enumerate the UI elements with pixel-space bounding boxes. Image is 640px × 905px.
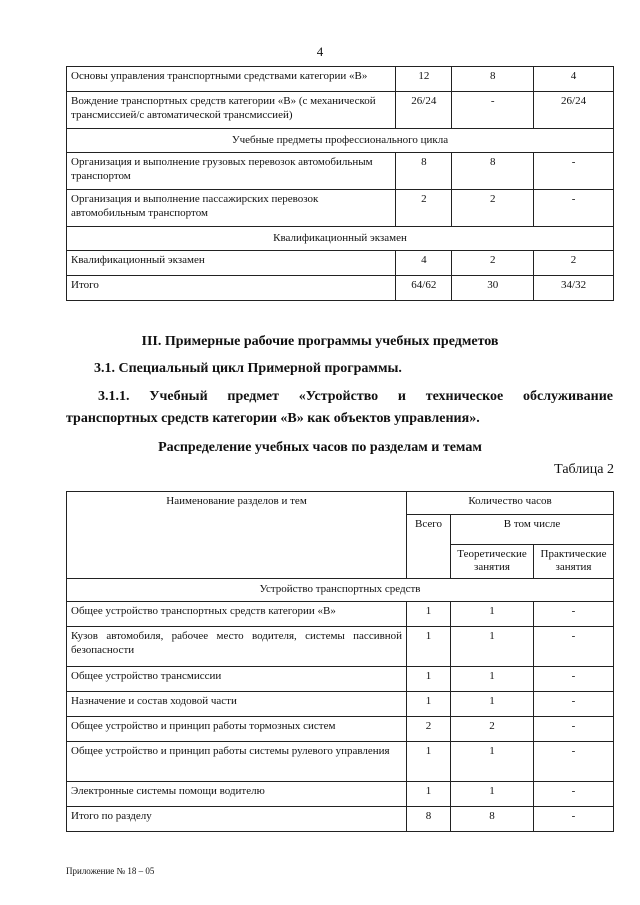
table-row [67,692,614,717]
row-name: Организация и выполнение пассажирских перевозок автомобильным транспортом [67,190,396,227]
table-row [67,627,614,667]
cell-practice: - [534,190,614,227]
cell-theory: 30 [452,276,534,301]
subject-heading-line1: 3.1.1. Учебный предмет «Устройство и техническое обслуживание [98,389,613,404]
table-label: Таблица 2 [554,462,614,477]
hours-distribution-table [66,491,614,832]
cell-theory: 1 [451,602,534,627]
cell-practice: - [534,153,614,190]
cell-total: 1 [407,782,451,807]
header-practice: Практические занятия [534,544,614,579]
distribution-heading: Распределение учебных часов по разделам и темам [158,440,482,455]
subject-heading-line2: транспортных средств категории «В» как объектов управления». [66,411,480,426]
row-name: Общее устройство и принцип работы тормозных систем [67,717,407,742]
footer-note: Приложение № 18 – 05 [66,866,155,876]
cell-practice: - [534,627,614,667]
cell-practice: - [534,692,614,717]
table-row [67,602,614,627]
table-row [67,67,614,92]
section-title: Устройство транспортных средств [67,579,614,602]
cell-total: 2 [396,190,452,227]
cell-practice: - [534,717,614,742]
table-row [67,667,614,692]
section-heading: III. Примерные рабочие программы учебных предметов [141,334,499,349]
table-row [67,742,614,782]
cell-theory: 1 [451,692,534,717]
row-name: Основы управления транспортными средствами категории «В» [67,67,396,92]
row-name: Итого [67,276,396,301]
cell-total: 1 [407,692,451,717]
cell-total: 4 [396,251,452,276]
cell-theory: 8 [451,807,534,832]
cell-total: 64/62 [396,276,452,301]
cell-practice: - [534,742,614,782]
cell-total: 12 [396,67,452,92]
cell-total: 8 [396,153,452,190]
cell-theory: 8 [452,67,534,92]
header-total: Всего [407,515,451,579]
cell-theory: - [452,92,534,129]
row-name: Итого по разделу [67,807,407,832]
cell-total: 8 [407,807,451,832]
table-row [67,717,614,742]
cell-total: 1 [407,667,451,692]
cell-theory: 8 [452,153,534,190]
cell-total: 1 [407,602,451,627]
row-name: Назначение и состав ходовой части [67,692,407,717]
subject-heading [66,386,613,430]
cell-theory: 1 [451,667,534,692]
section-title: Учебные предметы профессионального цикла [67,129,614,153]
header-including: В том числе [451,515,614,545]
hours-table-continued [66,66,614,301]
cell-theory: 1 [451,742,534,782]
header-topics: Наименование разделов и тем [67,492,407,579]
table-row [67,190,614,227]
cell-practice: - [534,602,614,627]
cell-practice: - [534,782,614,807]
header-hours: Количество часов [407,492,614,515]
row-name: Общее устройство трансмиссии [67,667,407,692]
cell-practice: - [534,667,614,692]
cycle-heading: 3.1. Специальный цикл Примерной программы. [94,361,402,376]
table-row [67,251,614,276]
cell-practice: 2 [534,251,614,276]
cell-theory: 1 [451,782,534,807]
row-name: Общее устройство транспортных средств категории «В» [67,602,407,627]
table-row [67,153,614,190]
cell-theory: 1 [451,627,534,667]
cell-practice: 26/24 [534,92,614,129]
cell-practice: 4 [534,67,614,92]
row-name: Вождение транспортных средств категории «В» (с механической трансмиссией/с автоматической трансмиссией) [67,92,396,129]
table-row [67,276,614,301]
section-title: Квалификационный экзамен [67,227,614,251]
table-row [67,92,614,129]
cell-total: 1 [407,627,451,667]
row-name: Общее устройство и принцип работы системы рулевого управления [67,742,407,782]
cell-total: 2 [407,717,451,742]
section-row [67,129,614,153]
row-name: Кузов автомобиля, рабочее место водителя, системы пассивной безопасности [67,627,407,667]
header-theory: Теоретические занятия [451,544,534,579]
cell-practice: 34/32 [534,276,614,301]
table-row [67,782,614,807]
cell-total: 26/24 [396,92,452,129]
table-row [67,807,614,832]
row-name: Квалификационный экзамен [67,251,396,276]
row-name: Электронные системы помощи водителю [67,782,407,807]
row-name: Организация и выполнение грузовых перевозок автомобильным транспортом [67,153,396,190]
cell-practice: - [534,807,614,832]
cell-theory: 2 [452,190,534,227]
section-row [67,227,614,251]
page-number: 4 [316,44,324,59]
cell-theory: 2 [451,717,534,742]
cell-theory: 2 [452,251,534,276]
cell-total: 1 [407,742,451,782]
